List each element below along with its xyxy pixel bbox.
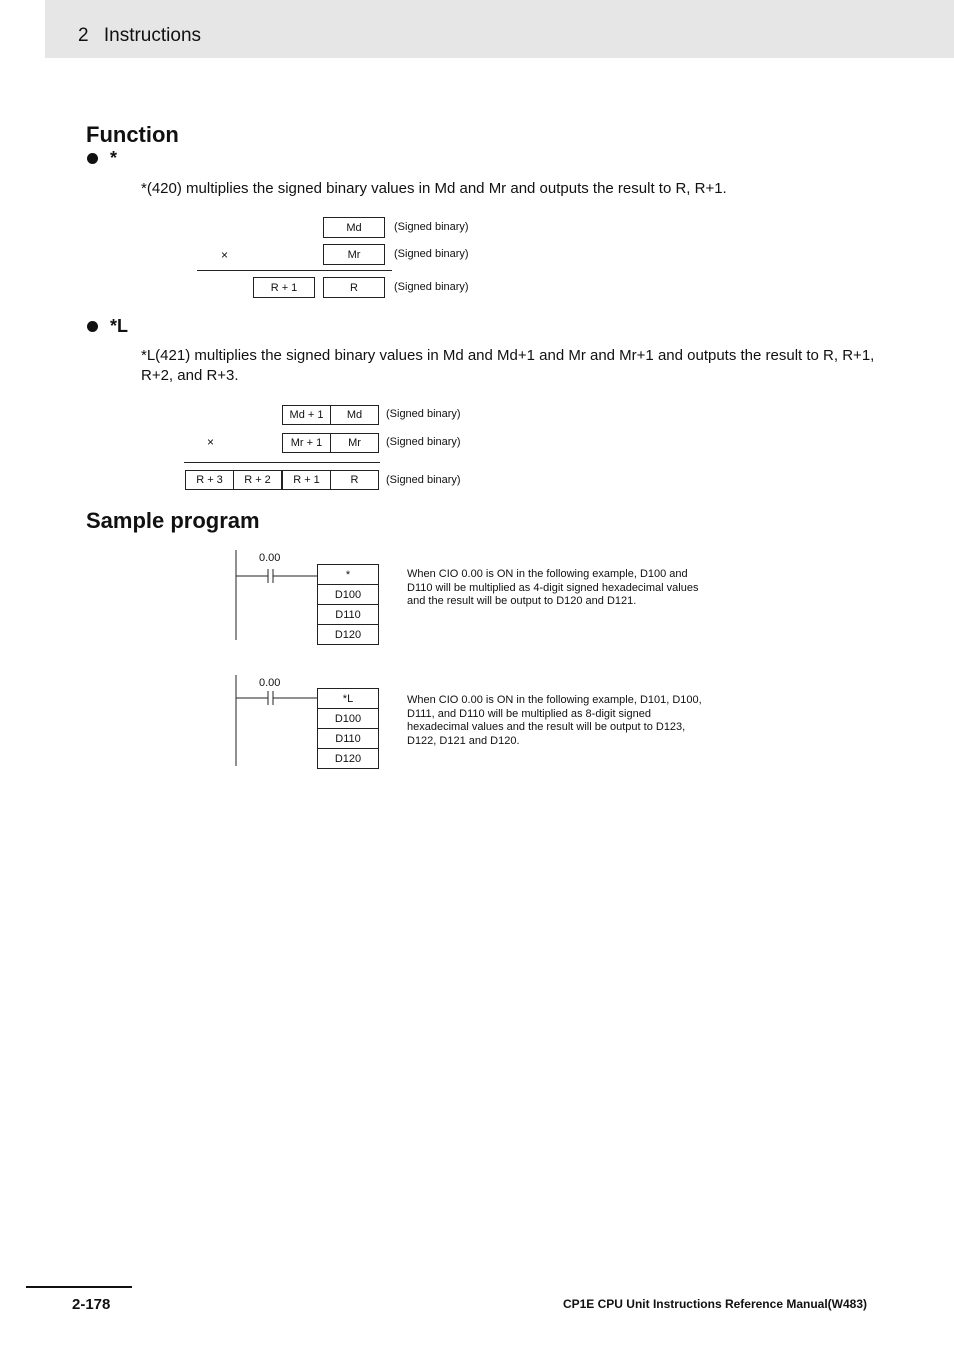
type-label: (Signed binary) [386, 408, 461, 420]
times-icon: × [221, 248, 229, 262]
type-label: (Signed binary) [386, 436, 461, 448]
bullet-multiply [87, 148, 117, 169]
type-label: (Signed binary) [394, 248, 469, 260]
footer-rule [26, 1286, 132, 1288]
bullet-multiply-long [87, 316, 128, 337]
contact-address: 0.00 [259, 677, 281, 689]
page-number: 2-178 [72, 1296, 111, 1313]
bullet-dot-icon [87, 321, 98, 332]
operand-box-md: Md [330, 405, 379, 425]
program-note: When CIO 0.00 is ON in the following example, D100 and D110 will be multiplied as 4-digit signed hexadecimal values and the result will be output to D120 and D121. [407, 568, 699, 607]
program-note: When CIO 0.00 is ON in the following example, D101, D100, D111, and D110 will be multiplied as 8-digit signed hexadecimal values and the result will be output to D123, D122, D121 and D120. [407, 694, 702, 747]
operand-box: D120 [317, 624, 379, 645]
result-box-r-plus-1: R + 1 [253, 277, 315, 298]
manual-title: CP1E CPU Unit Instructions Reference Manual(W483) [562, 1297, 867, 1311]
function-heading: Function [86, 122, 179, 147]
multiply-long-description: *L(421) multiplies the signed binary values in Md and Md+1 and Mr and Mr+1 and outputs the result to R, R+1, R+2, and R+3. [141, 347, 875, 384]
divider-rule [197, 270, 392, 271]
bullet-dot-icon [87, 153, 98, 164]
sample-program-heading: Sample program [86, 508, 260, 533]
operand-box: D100 [317, 584, 379, 605]
contact-address: 0.00 [259, 552, 281, 564]
operand-box: D120 [317, 748, 379, 769]
type-label: (Signed binary) [386, 474, 461, 486]
operand-box-mr: Mr [330, 433, 379, 453]
type-label: (Signed binary) [394, 221, 469, 233]
operand-box-mr-plus-1: Mr + 1 [282, 433, 331, 453]
result-box-r-plus-1: R + 1 [282, 470, 331, 490]
chapter-number: 2 [78, 25, 89, 46]
instruction-box: *L [317, 688, 379, 709]
chapter-header [78, 25, 201, 47]
result-box-r-plus-3: R + 3 [185, 470, 234, 490]
divider-rule [184, 462, 380, 463]
bullet-label: * [110, 148, 118, 168]
bullet-label: *L [110, 316, 128, 336]
type-label: (Signed binary) [394, 281, 469, 293]
operand-box: D110 [317, 604, 379, 625]
times-icon: × [207, 435, 215, 449]
instruction-box: * [317, 564, 379, 585]
operand-box: D110 [317, 728, 379, 749]
chapter-title: Instructions [103, 25, 202, 46]
result-box-r: R [330, 470, 379, 490]
operand-box-md: Md [323, 217, 385, 238]
multiply-description: *(420) multiplies the signed binary values in Md and Mr and outputs the result to R, R+1. [141, 180, 727, 197]
operand-box: D100 [317, 708, 379, 729]
result-box-r: R [323, 277, 385, 298]
operand-box-mr: Mr [323, 244, 385, 265]
result-box-r-plus-2: R + 2 [233, 470, 282, 490]
operand-box-md-plus-1: Md + 1 [282, 405, 331, 425]
